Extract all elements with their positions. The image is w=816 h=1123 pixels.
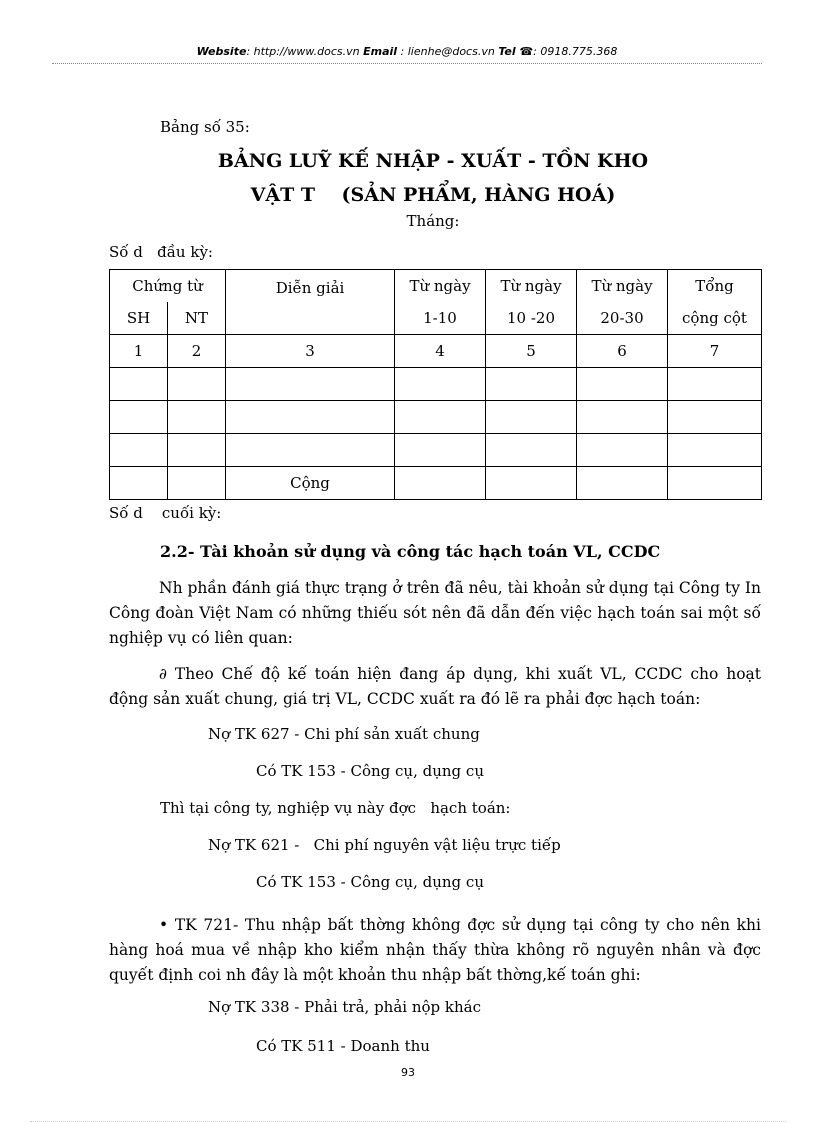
- col-num-6: 6: [577, 335, 668, 368]
- header-range-1: 1-10: [395, 302, 486, 335]
- tel-value: : 0918.775.368: [533, 45, 618, 58]
- page-number: 93: [401, 1066, 415, 1079]
- tel-label: Tel ☎: [498, 45, 534, 58]
- header-cong-cot: cộng cột: [668, 302, 762, 335]
- bullet-dot: •: [159, 916, 169, 934]
- col-num-7: 7: [668, 335, 762, 368]
- email-value: : lienhe@docs.vn: [400, 45, 495, 58]
- entry-2-credit: Có TK 153 - Công cụ, dụng cụ: [256, 873, 484, 891]
- table-row: [110, 401, 762, 434]
- paragraph-1: Nh phần đánh giá thực trạng ở trên đã nêu, tài khoản sử dụng tại Công ty In Công đoàn Việt Nam có những thiếu sót nên đã dẫn đến việc hạch toán sai một số nghiệp vụ có liên quan:: [109, 579, 761, 647]
- header-nt: NT: [168, 302, 226, 335]
- page-header: [52, 45, 762, 58]
- entry-3-debit: Nợ TK 338 - Phải trả, phải nộp khác: [208, 998, 482, 1016]
- footer-divider: [30, 1121, 786, 1122]
- table-header-row-2: [110, 302, 762, 335]
- month-label: Tháng:: [406, 212, 460, 230]
- header-divider: [52, 63, 762, 64]
- header-range-2: 10 -20: [486, 302, 577, 335]
- doc-title-line1: BẢNG LUỸ KẾ NHẬP - XUẤT - TỒN KHO: [217, 150, 649, 172]
- entry-2-debit: Nợ TK 621 - Chi phí nguyên vật liệu trực tiếp: [208, 836, 561, 854]
- table-reference: Bảng số 35:: [160, 118, 250, 136]
- col-num-3: 3: [226, 335, 395, 368]
- header-range-3: 20-30: [577, 302, 668, 335]
- entry-3-credit: Có TK 511 - Doanh thu: [256, 1037, 430, 1055]
- website-label: Website: [196, 45, 247, 58]
- paragraph-3: Thì tại công ty, nghiệp vụ này đợc hạch toán:: [160, 799, 511, 817]
- opening-balance: Số d đầu kỳ:: [109, 243, 213, 261]
- total-label: Cộng: [226, 467, 395, 500]
- col-num-2: 2: [168, 335, 226, 368]
- closing-balance: Số d cuối kỳ:: [109, 504, 222, 522]
- website-value: : http://www.docs.vn: [246, 45, 360, 58]
- col-num-4: 4: [395, 335, 486, 368]
- header-chung-tu: Chứng từ: [110, 270, 226, 303]
- paragraph-2-text: Theo Chế độ kế toán hiện đang áp dụng, khi xuất VL, CCDC cho hoạt động sản xuất chung, giá trị VL, CCDC xuất ra đó lẽ ra phải đợc hạch toán:: [109, 665, 761, 708]
- col-num-5: 5: [486, 335, 577, 368]
- email-label: Email: [363, 45, 398, 58]
- paragraph-2: [109, 662, 761, 712]
- header-tu-ngay-3: Từ ngày: [577, 270, 668, 303]
- paragraph-4-text: TK 721- Thu nhập bất thờng không đợc sử dụng tại công ty cho nên khi hàng hoá mua về nhập kho kiểm nhận thấy thừa không rõ nguyên nhân và đợc quyết định coi nh đây là một khoản thu nhập bất thờng,kế toán ghi:: [109, 916, 761, 984]
- entry-1-debit: Nợ TK 627 - Chi phí sản xuất chung: [208, 725, 480, 743]
- paragraph-4: [109, 913, 761, 988]
- column-number-row: [110, 335, 762, 368]
- total-row: [110, 467, 762, 500]
- table-header-row-1: [110, 270, 762, 303]
- col-num-1: 1: [110, 335, 168, 368]
- header-tong: Tổng: [668, 270, 762, 303]
- entry-1-credit: Có TK 153 - Công cụ, dụng cụ: [256, 762, 484, 780]
- header-tu-ngay-2: Từ ngày: [486, 270, 577, 303]
- ledger-table: [109, 269, 762, 500]
- bullet-symbol: ∂: [159, 665, 168, 683]
- doc-title-line2: VẬT T (SẢN PHẨM, HÀNG HOÁ): [250, 184, 616, 206]
- header-dien-giai: Diễn giải: [226, 270, 395, 335]
- header-tu-ngay-1: Từ ngày: [395, 270, 486, 303]
- table-row: [110, 434, 762, 467]
- header-sh: SH: [110, 302, 168, 335]
- table-row: [110, 368, 762, 401]
- section-title: 2.2- Tài khoản sử dụng và công tác hạch toán VL, CCDC: [160, 542, 661, 561]
